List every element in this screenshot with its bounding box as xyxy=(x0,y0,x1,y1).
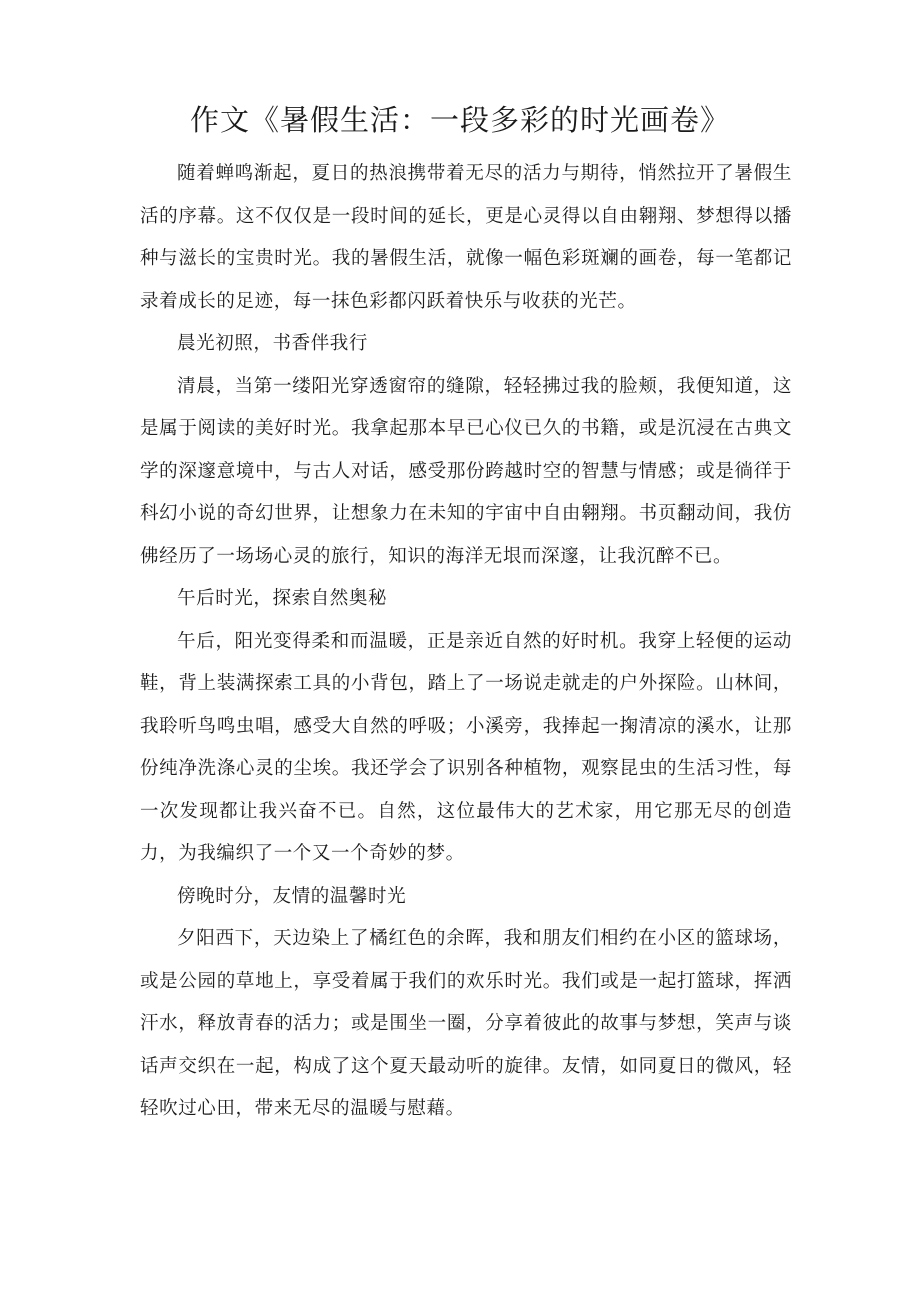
section-heading-afternoon: 午后时光，探索自然奥秘 xyxy=(177,588,388,609)
essay-title: 作文《暑假生活：一段多彩的时光画卷》 xyxy=(189,103,730,137)
essay-body xyxy=(140,153,792,1131)
section-paragraph-afternoon: 午后，阳光变得柔和而温暖，正是亲近自然的好时机。我穿上轻便的运动鞋，背上装满探索工具的小背包，踏上了一场说走就走的户外探险。山林间，我聆听鸟鸣虫唱，感受大自然的呼吸；小溪旁，我捧起一掬清凉的溪水，让那份纯净洗涤心灵的尘埃。我还学会了识别各种植物，观察昆虫的生活习性，每一次发现都让我兴奋不已。自然，这位最伟大的艺术家，用它那无尽的创造力，为我编织了一个又一个奇妙的梦。 xyxy=(140,630,792,864)
section-heading-evening: 傍晚时分，友情的温馨时光 xyxy=(177,885,407,907)
section-paragraph-evening: 夕阳西下，天边染上了橘红色的余晖，我和朋友们相约在小区的篮球场，或是公园的草地上，享受着属于我们的欢乐时光。我们或是一起打篮球，挥洒汗水，释放青春的活力；或是围坐一圈，分享着彼此的故事与梦想，笑声与谈话声交织在一起，构成了这个夏天最动听的旋律。友情，如同夏日的微风，轻轻吹过心田，带来无尽的温暖与慰藉。 xyxy=(140,928,792,1119)
section-heading-morning: 晨光初照，书香伴我行 xyxy=(177,333,369,354)
intro-paragraph: 随着蝉鸣渐起，夏日的热浪携带着无尽的活力与期待，悄然拉开了暑假生活的序幕。这不仅仅是一段时间的延长，更是心灵得以自由翱翔、梦想得以播种与滋长的宝贵时光。我的暑假生活，就像一幅色彩斑斓的画卷，每一笔都记录着成长的足迹，每一抹色彩都闪跃着快乐与收获的光芒。 xyxy=(140,163,792,312)
section-paragraph-morning: 清晨，当第一缕阳光穿透窗帘的缝隙，轻轻拂过我的脸颊，我便知道，这是属于阅读的美好时光。我拿起那本早已心仪已久的书籍，或是沉浸在古典文学的深邃意境中，与古人对话，感受那份跨越时空的智慧与情感；或是徜徉于科幻小说的奇幻世界，让想象力在未知的宇宙中自由翱翔。书页翻动间，我仿佛经历了一场场心灵的旅行，知识的海洋无垠而深邃，让我沉醉不已。 xyxy=(140,375,792,567)
